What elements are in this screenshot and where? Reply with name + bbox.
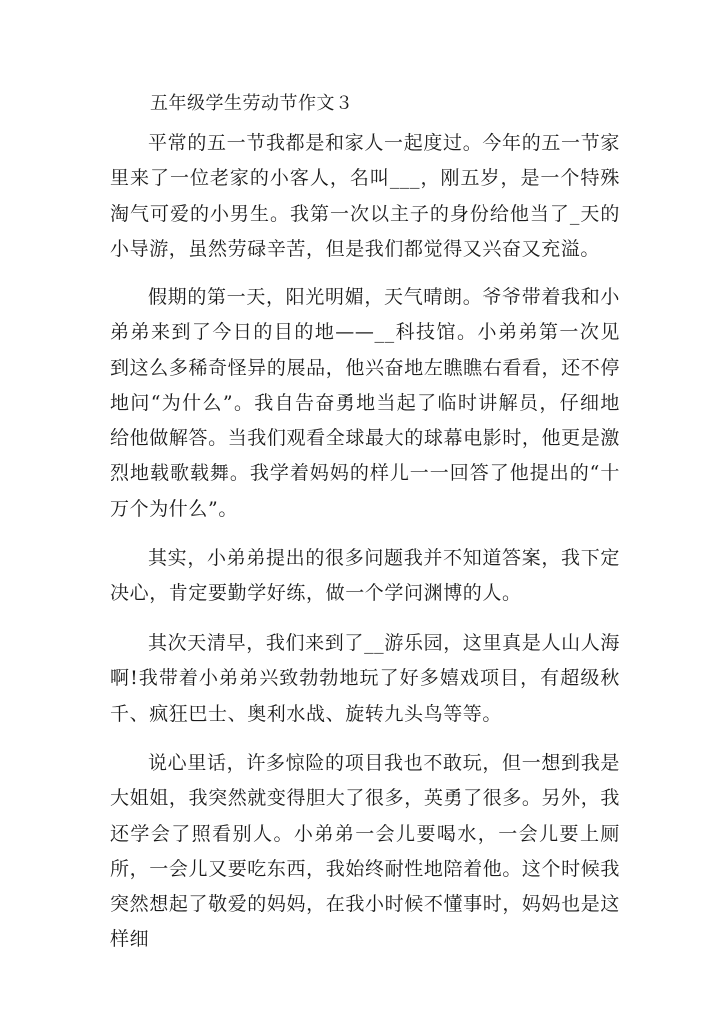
paragraph-3: 其实，小弟弟提出的很多问题我并不知道答案，我下定决心，肯定要勤学好练，做一个学问渊博的人。	[110, 547, 620, 605]
paragraph-5: 说心里话，许多惊险的项目我也不敢玩，但一想到我是大姐姐，我突然就变得胆大了很多，英勇了很多。另外，我还学会了照看别人。小弟弟一会儿要喝水，一会儿要上厕所，一会儿又要吃东西，我始终耐性地陪着他。这个时候我突然想起了敬爱的妈妈，在我小时候不懂事时，妈妈也是这样细	[110, 752, 620, 951]
paragraph-1: 平常的五一节我都是和家人一起度过。今年的五一节家里来了一位老家的小客人，名叫___，刚五岁，是一个特殊淘气可爱的小男生。我第一次以主子的身份给他当了_天的小导游，虽然劳碌辛苦，但是我们都觉得又兴奋又充溢。	[110, 132, 620, 260]
paragraph-2: 假期的第一天，阳光明媚，天气晴朗。爷爷带着我和小弟弟来到了今日的目的地——__科技馆。小弟弟第一次见到这么多稀奇怪异的展品，他兴奋地左瞧瞧右看看，还不停地问“为什么”。我自告奋勇地当起了临时讲解员，仔细地给他做解答。当我们观看全球最大的球幕电影时，他更是激烈地载歌载舞。我学着妈妈的样儿一一回答了他提出的“十万个为什么”。	[110, 286, 620, 520]
document-title: 五年级学生劳动节作文３	[150, 93, 354, 114]
paragraph-4: 其次天清早，我们来到了__游乐园，这里真是人山人海啊!我带着小弟弟兴致勃勃地玩了好多嬉戏项目，有超级秋千、疯狂巴士、奥利水战、旋转九头鸟等等。	[110, 632, 620, 725]
